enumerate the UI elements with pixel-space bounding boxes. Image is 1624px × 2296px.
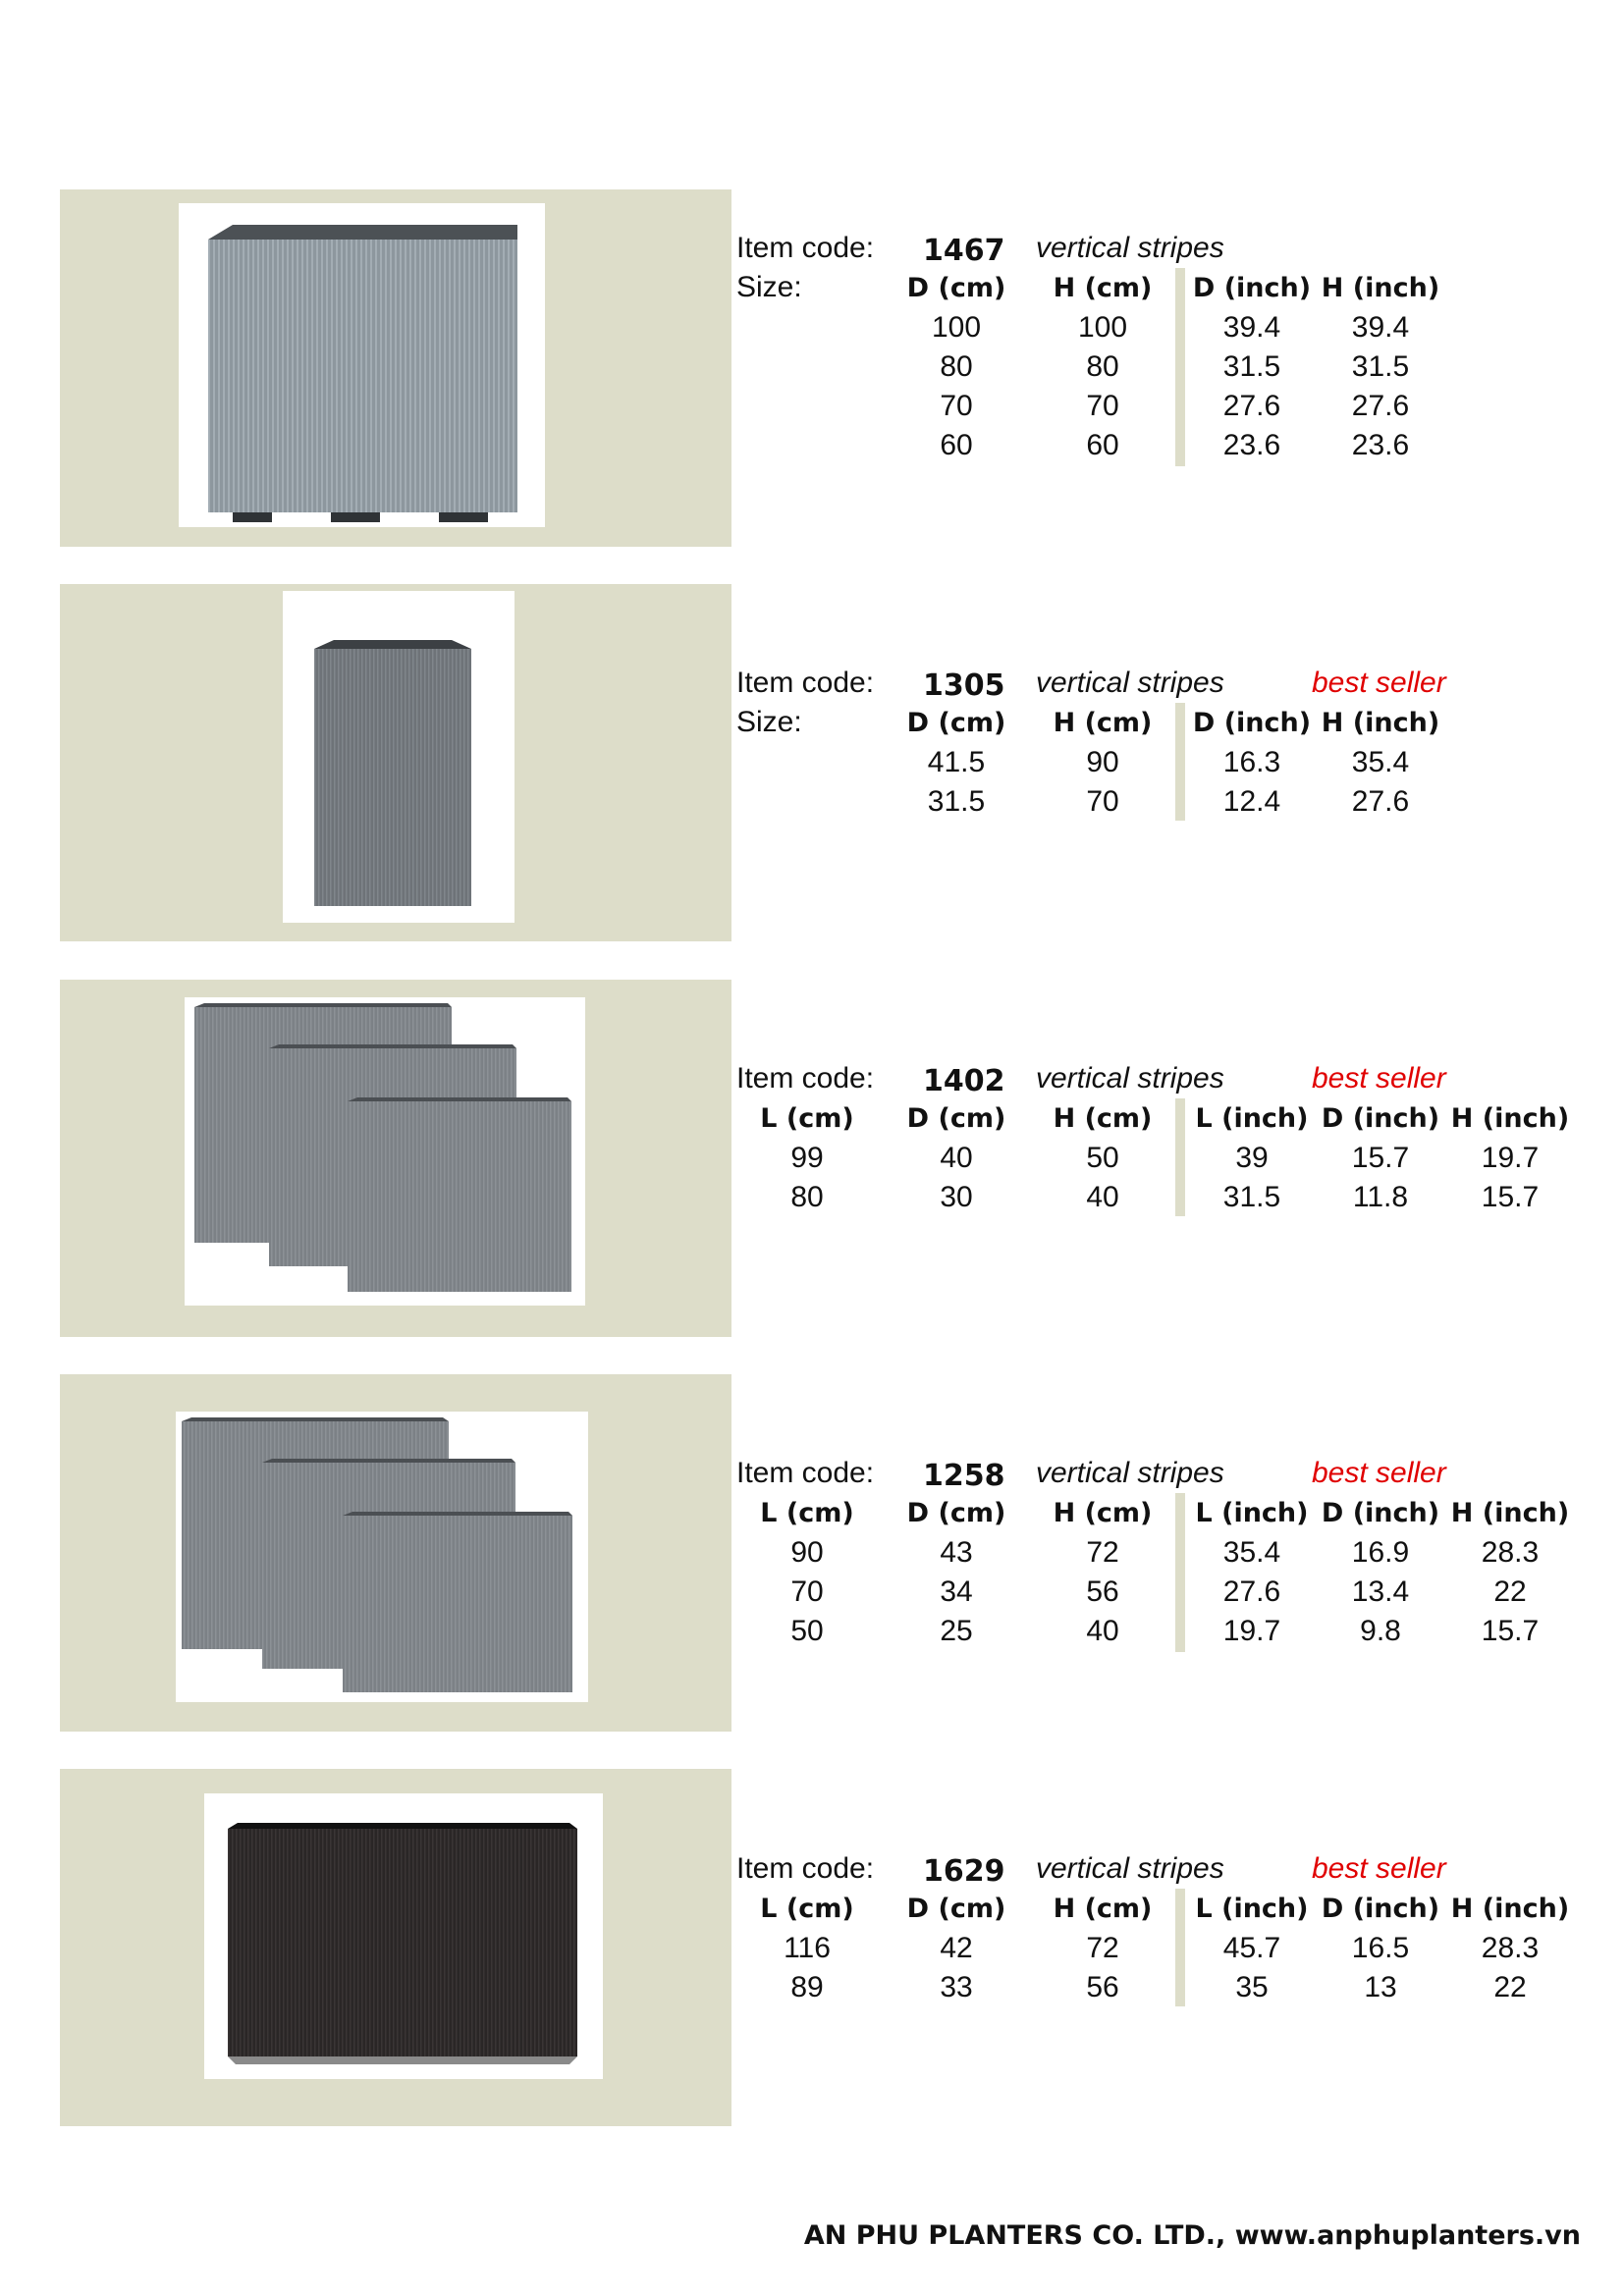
size-cell: 60: [1086, 429, 1119, 461]
col-header: H (cm): [1053, 1103, 1153, 1134]
col-header: L (inch): [1195, 1894, 1309, 1924]
item-code: 1305: [923, 668, 1005, 703]
size-cell: 35.4: [1222, 1536, 1281, 1569]
col-header: L (cm): [760, 1103, 854, 1134]
size-cell: 72: [1086, 1932, 1119, 1964]
size-cell: 50: [1086, 1142, 1119, 1174]
size-cell: 70: [1086, 785, 1119, 818]
item-code-label: Item code:: [736, 232, 875, 264]
col-header: D (inch): [1192, 708, 1312, 738]
col-header: H (inch): [1450, 1103, 1570, 1134]
col-header: D (cm): [906, 1103, 1006, 1134]
planter-trough-set-image: [176, 1412, 588, 1702]
size-cell: 31.5: [1222, 350, 1281, 383]
size-cell: 45.7: [1222, 1932, 1281, 1964]
size-cell: 27.6: [1351, 785, 1410, 818]
planter-tall-image: [283, 591, 514, 923]
size-cell: 70: [790, 1575, 824, 1608]
best-seller-badge: best seller: [1312, 1852, 1446, 1885]
size-cell: 27.6: [1222, 1575, 1281, 1608]
size-cell: 34: [940, 1575, 973, 1608]
finish-text: vertical stripes: [1036, 667, 1224, 699]
size-cell: 50: [790, 1615, 824, 1647]
size-cell: 31.5: [1222, 1181, 1281, 1213]
col-header: D (cm): [906, 1498, 1006, 1528]
finish-text: vertical stripes: [1036, 1062, 1224, 1095]
col-header: D (cm): [906, 273, 1006, 303]
size-cell: 39.4: [1351, 311, 1410, 344]
col-header: L (cm): [760, 1894, 854, 1924]
size-cell: 27.6: [1351, 390, 1410, 422]
size-cell: 16.9: [1351, 1536, 1410, 1569]
best-seller-badge: best seller: [1312, 1062, 1446, 1095]
planter-trough-black-image: [204, 1793, 603, 2079]
col-header: L (inch): [1195, 1103, 1309, 1134]
best-seller-badge: best seller: [1312, 667, 1446, 699]
col-header: H (cm): [1053, 273, 1153, 303]
col-header: D (inch): [1321, 1498, 1440, 1528]
finish-text: vertical stripes: [1036, 232, 1224, 264]
size-cell: 27.6: [1222, 390, 1281, 422]
size-cell: 116: [784, 1932, 831, 1964]
size-cell: 15.7: [1481, 1181, 1540, 1213]
size-cell: 80: [790, 1181, 824, 1213]
col-header: H (cm): [1053, 1894, 1153, 1924]
col-header: H (inch): [1321, 708, 1440, 738]
size-cell: 28.3: [1481, 1932, 1540, 1964]
item-code: 1402: [923, 1064, 1005, 1098]
size-cell: 25: [940, 1615, 973, 1647]
size-cell: 100: [931, 311, 982, 344]
col-header: D (inch): [1321, 1894, 1440, 1924]
size-cell: 12.4: [1222, 785, 1281, 818]
size-cell: 72: [1086, 1536, 1119, 1569]
size-cell: 31.5: [1351, 350, 1410, 383]
size-cell: 23.6: [1222, 429, 1281, 461]
size-cell: 9.8: [1360, 1615, 1401, 1647]
item-code-label: Item code:: [736, 1062, 875, 1095]
company-footer: AN PHU PLANTERS CO. LTD., www.anphuplanters.vn: [803, 2220, 1581, 2251]
planter-trough-set-image: [185, 997, 585, 1306]
size-cell: 19.7: [1481, 1142, 1540, 1174]
size-cell: 40: [1086, 1181, 1119, 1213]
size-cell: 43: [940, 1536, 973, 1569]
product-photo-1305: [283, 591, 514, 923]
size-cell: 42: [940, 1932, 973, 1964]
size-cell: 30: [940, 1181, 973, 1213]
size-cell: 56: [1086, 1575, 1119, 1608]
item-code: 1629: [923, 1854, 1005, 1889]
item-code-label: Item code:: [736, 1852, 875, 1885]
col-header: H (inch): [1450, 1894, 1570, 1924]
size-cell: 89: [790, 1971, 824, 2003]
col-header: H (cm): [1053, 1498, 1153, 1528]
size-cell: 100: [1077, 311, 1128, 344]
size-cell: 70: [940, 390, 973, 422]
col-header: H (inch): [1321, 273, 1440, 303]
finish-text: vertical stripes: [1036, 1457, 1224, 1489]
size-label: Size:: [736, 706, 802, 738]
size-cell: 41.5: [927, 746, 986, 778]
size-cell: 56: [1086, 1971, 1119, 2003]
size-cell: 16.5: [1351, 1932, 1410, 1964]
size-cell: 35: [1235, 1971, 1269, 2003]
item-code: 1467: [923, 234, 1005, 268]
product-photo-1467: [179, 203, 545, 527]
size-cell: 15.7: [1351, 1142, 1410, 1174]
col-header: D (cm): [906, 708, 1006, 738]
size-cell: 40: [1086, 1615, 1119, 1647]
size-cell: 40: [940, 1142, 973, 1174]
best-seller-badge: best seller: [1312, 1457, 1446, 1489]
finish-text: vertical stripes: [1036, 1852, 1224, 1885]
size-cell: 28.3: [1481, 1536, 1540, 1569]
size-cell: 22: [1493, 1575, 1527, 1608]
col-header: D (inch): [1321, 1103, 1440, 1134]
size-cell: 80: [1086, 350, 1119, 383]
size-cell: 22: [1493, 1971, 1527, 2003]
size-cell: 19.7: [1222, 1615, 1281, 1647]
size-cell: 90: [790, 1536, 824, 1569]
col-header: D (inch): [1192, 273, 1312, 303]
item-code-label: Item code:: [736, 1457, 875, 1489]
size-cell: 90: [1086, 746, 1119, 778]
product-photo-1258: [176, 1412, 588, 1702]
product-photo-1402: [185, 997, 585, 1306]
size-cell: 31.5: [927, 785, 986, 818]
size-label: Size:: [736, 271, 802, 303]
size-cell: 39.4: [1222, 311, 1281, 344]
size-cell: 70: [1086, 390, 1119, 422]
size-cell: 60: [940, 429, 973, 461]
size-cell: 11.8: [1352, 1181, 1409, 1213]
col-header: D (cm): [906, 1894, 1006, 1924]
size-cell: 99: [790, 1142, 824, 1174]
size-cell: 35.4: [1351, 746, 1410, 778]
item-code: 1258: [923, 1459, 1005, 1493]
col-header: H (cm): [1053, 708, 1153, 738]
size-cell: 13: [1364, 1971, 1397, 2003]
col-header: L (cm): [760, 1498, 854, 1528]
size-cell: 39: [1235, 1142, 1269, 1174]
col-header: H (inch): [1450, 1498, 1570, 1528]
planter-square-image: [179, 203, 545, 527]
size-cell: 15.7: [1481, 1615, 1540, 1647]
item-code-label: Item code:: [736, 667, 875, 699]
size-cell: 80: [940, 350, 973, 383]
product-photo-1629: [204, 1793, 603, 2079]
size-cell: 23.6: [1351, 429, 1410, 461]
size-cell: 33: [940, 1971, 973, 2003]
size-cell: 13.4: [1351, 1575, 1410, 1608]
col-header: L (inch): [1195, 1498, 1309, 1528]
size-cell: 16.3: [1222, 746, 1281, 778]
